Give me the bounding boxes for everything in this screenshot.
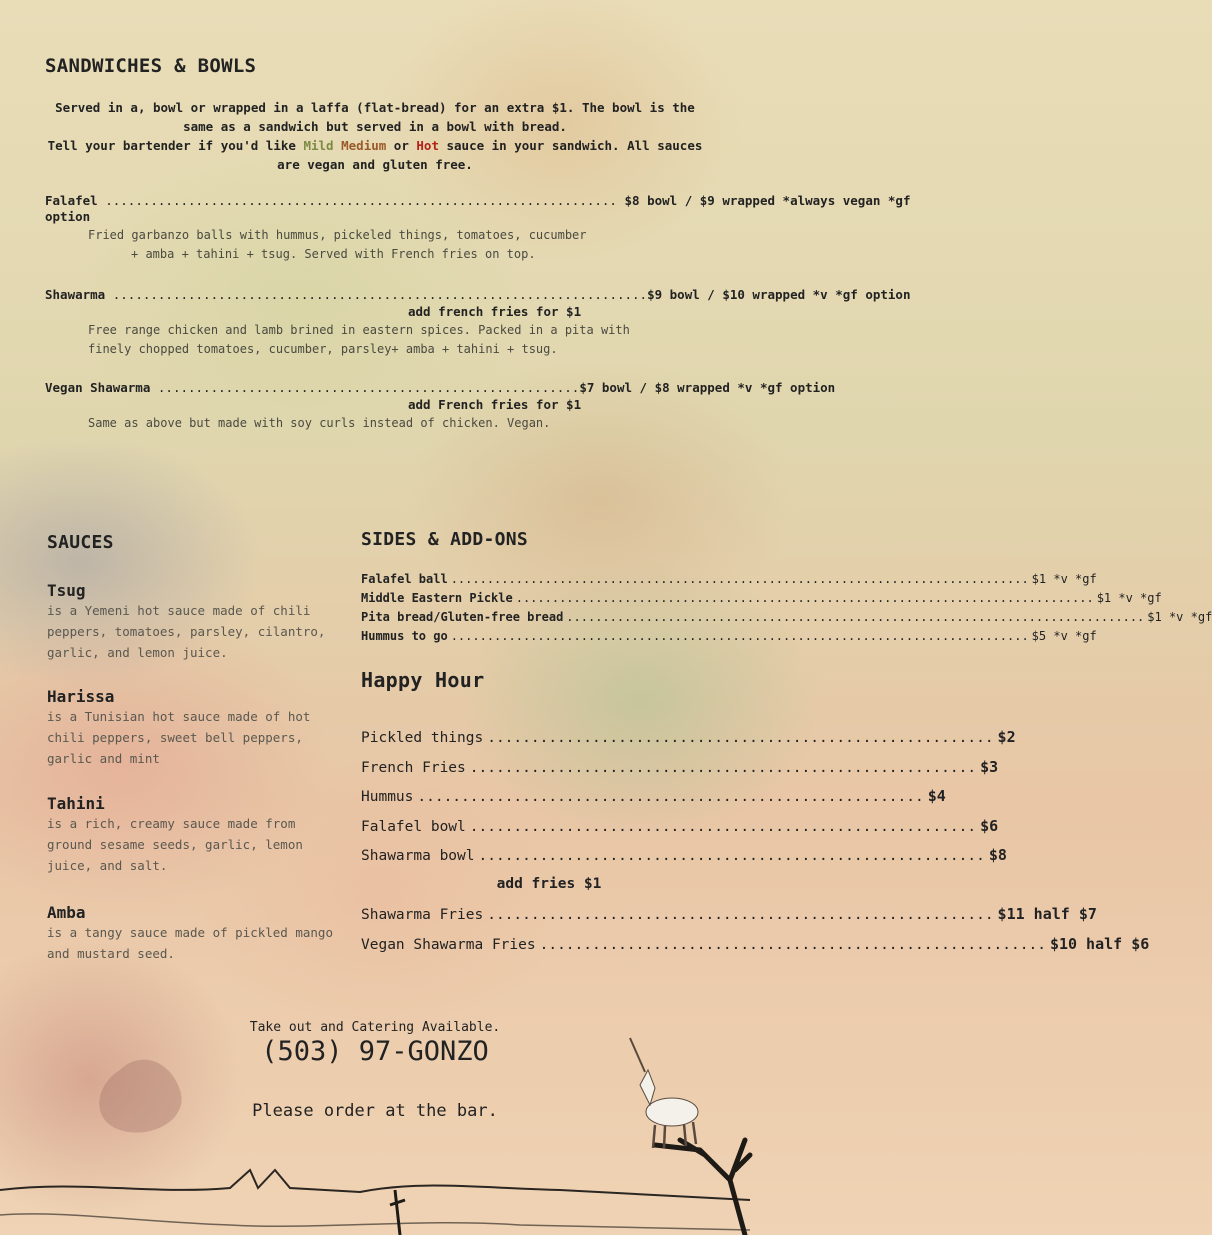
hh-price: $2 — [997, 728, 1016, 746]
hh-name: Pickled things — [361, 730, 484, 746]
side-name: Falafel ball — [361, 571, 448, 586]
sandwich-item-vegan-shawarma — [45, 380, 836, 433]
sauce-name: Amba — [47, 903, 86, 922]
sandwich-desc-line2: + amba + tahini + tsug. Served with French fries on top. — [131, 247, 536, 261]
happy-hour-item — [361, 816, 999, 847]
dot-leader: ....................................................................... — [112, 287, 648, 302]
sauce-name: Harissa — [47, 687, 115, 706]
sandwich-name: Vegan Shawarma — [45, 380, 151, 395]
sandwich-desc-line1: Same as above but made with soy curls instead of chicken. Vegan. — [88, 416, 551, 430]
sandwich-price: $8 bowl / $9 wrapped *always vegan *gf — [624, 193, 911, 208]
hot-label: Hot — [416, 138, 439, 153]
dot-leader: .......................................................... — [487, 907, 994, 923]
sandwiches-heading: SANDWICHES & BOWLS — [45, 55, 257, 77]
happy-hour-fries-item — [361, 905, 1097, 935]
side-item — [361, 569, 1097, 588]
goat-icon — [630, 1038, 698, 1148]
sandwich-price-cont: option — [45, 209, 91, 224]
dot-leader: ................................................................................ — [566, 609, 1145, 624]
sauce-tahini — [47, 794, 347, 876]
hh-price: $4 — [927, 787, 946, 805]
sandwiches-intro — [40, 98, 710, 174]
sandwiches-intro-line1: Served in a, bowl or wrapped in a laffa (flat-bread) for an extra $1. The bowl is the same as a sandwich but served in a bowl with bread. — [55, 100, 695, 134]
sauce-desc: is a tangy sauce made of pickled mango and mustard seed. — [47, 925, 333, 961]
dot-leader: .......................................................... — [539, 936, 1046, 953]
sandwich-name: Shawarma — [45, 287, 106, 302]
dot-leader: .................................................................... — [105, 193, 617, 208]
sides-list — [361, 569, 1212, 645]
phone-number: (503) 97-GONZO — [261, 1036, 489, 1067]
mild-label: Mild — [303, 138, 334, 153]
sides-heading: SIDES & ADD-ONS — [361, 529, 529, 550]
dot-leader: .......................................................... — [469, 759, 977, 776]
side-item — [361, 626, 1097, 645]
side-name: Middle Eastern Pickle — [361, 590, 513, 605]
sauces-heading: SAUCES — [47, 532, 114, 553]
sandwich-item-line — [45, 380, 836, 395]
ground-line — [0, 1214, 750, 1230]
side-price: $5 *v *gf — [1031, 628, 1097, 643]
sandwich-desc — [88, 414, 705, 433]
sandwich-extra: add french fries for $1 — [408, 304, 582, 319]
sandwich-item-line — [45, 287, 911, 302]
side-name: Pita bread/Gluten-free bread — [361, 609, 564, 624]
add-fries-note — [361, 876, 707, 906]
sandwich-item-falafel — [45, 193, 911, 264]
sauce-amba — [47, 903, 347, 964]
desert-landscape-illustration — [0, 1030, 750, 1235]
sauce-desc: is a rich, creamy sauce made from ground sesame seeds, garlic, lemon juice, and salt. — [47, 816, 303, 873]
hh-name: Hummus — [361, 789, 414, 805]
sandwich-desc — [88, 226, 705, 264]
dot-leader: ................................................................................ — [450, 628, 1029, 643]
side-price: $1 *v *gf — [1031, 571, 1097, 586]
intro2-pre: Tell your bartender if you'd like — [47, 138, 304, 153]
hh-name: Shawarma bowl — [361, 848, 475, 864]
sandwich-price: $7 bowl / $8 wrapped *v *gf option — [579, 380, 836, 395]
sandwich-desc-line2: finely chopped tomatoes, cucumber, parsley+ amba + tahini + tsug. — [88, 342, 558, 356]
side-name: Hummus to go — [361, 628, 448, 643]
order-note: Please order at the bar. — [252, 1101, 498, 1121]
sauce-name: Tahini — [47, 794, 105, 813]
hh-name: French Fries — [361, 759, 466, 776]
hh-name: Falafel bowl — [361, 818, 466, 835]
happy-hour-list — [361, 728, 1150, 964]
sandwich-desc — [88, 321, 705, 359]
intro2-post: sauce in your sandwich. All sauces are vegan and gluten free. — [277, 138, 703, 172]
dot-leader: ................................................................................ — [515, 590, 1094, 605]
happy-hour-item — [361, 846, 1007, 876]
dot-leader: .......................................................... — [417, 789, 924, 805]
hh-name: Shawarma Fries — [361, 907, 484, 923]
sauce-name: Tsug — [47, 581, 86, 600]
intro2-or: or — [386, 138, 417, 153]
sauce-desc: is a Yemeni hot sauce made of chili peppers, tomatoes, parsley, cilantro, garlic, and lemon juice. — [47, 603, 326, 660]
side-item — [361, 607, 1212, 626]
happy-hour-item — [361, 787, 946, 817]
sauce-desc: is a Tunisian hot sauce made of hot chili peppers, sweet bell peppers, garlic and mint — [47, 709, 311, 766]
sandwich-desc-line1: Free range chicken and lamb brined in eastern spices. Packed in a pita with — [88, 323, 630, 337]
medium-label: Medium — [341, 138, 387, 153]
hh-price: $3 — [980, 757, 999, 776]
dot-leader: .......................................................... — [469, 818, 977, 835]
takeout-note: Take out and Catering Available. — [249, 1020, 501, 1035]
horizon-line — [0, 1170, 750, 1200]
dot-leader: ........................................................ — [157, 380, 580, 395]
dot-leader: ................................................................................ — [450, 571, 1029, 586]
bare-tree-icon — [390, 1140, 750, 1235]
dust-cloud — [99, 1060, 181, 1133]
sandwich-item-shawarma — [45, 287, 911, 359]
sauce-tsug — [47, 581, 347, 663]
side-price: $1 *v *gf — [1147, 609, 1212, 624]
happy-hour-heading: Happy Hour — [361, 668, 485, 692]
sandwiches-intro-line2 — [40, 136, 710, 174]
add-fries-text: add fries $1 — [496, 875, 602, 892]
hh-price: $10 half $6 — [1049, 934, 1150, 953]
sandwich-price: $9 bowl / $10 wrapped *v *gf option — [647, 287, 911, 302]
sandwich-name: Falafel — [45, 193, 98, 208]
dot-leader: .......................................................... — [487, 730, 994, 746]
side-item — [361, 588, 1162, 607]
happy-hour-item — [361, 728, 1016, 758]
hh-price: $11 half $7 — [997, 905, 1097, 923]
hh-price: $6 — [980, 816, 999, 835]
hh-name: Vegan Shawarma Fries — [361, 936, 536, 953]
sauce-harissa — [47, 687, 347, 769]
side-price: $1 *v *gf — [1096, 590, 1162, 605]
dot-leader: .......................................................... — [478, 848, 985, 864]
happy-hour-fries-item — [361, 934, 1150, 965]
hh-price: $8 — [988, 846, 1007, 864]
sandwich-extra: add French fries for $1 — [408, 397, 582, 412]
sandwich-item-line — [45, 193, 911, 208]
sandwich-desc-line1: Fried garbanzo balls with hummus, pickeled things, tomatoes, cucumber — [88, 228, 587, 242]
happy-hour-item — [361, 757, 999, 788]
